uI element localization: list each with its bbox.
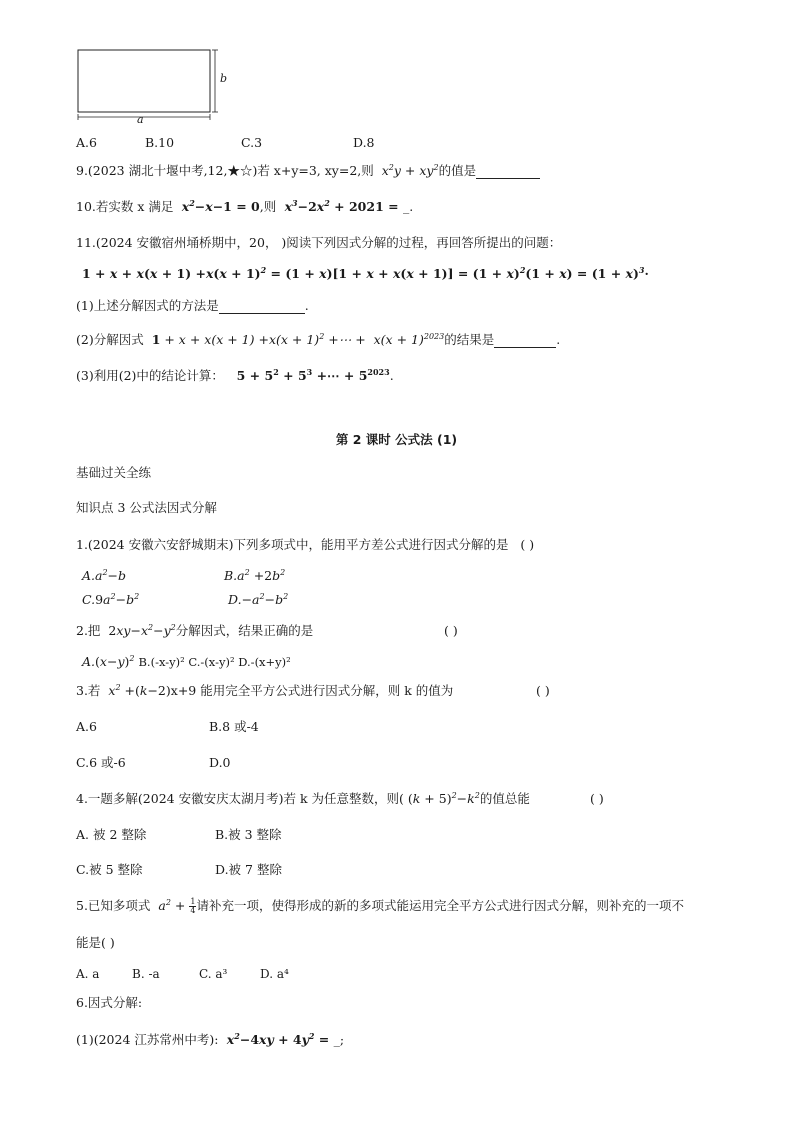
question-9 <box>76 163 540 179</box>
q1-stem: 1.(2024 安徽六安舒城期末)下列多项式中，能用平方差公式进行因式分解的是 <box>76 537 509 552</box>
q1-option-b: $B.a^2 +2b^2$ <box>224 568 286 583</box>
q4-option-b: B.被 3 整除 <box>215 827 282 842</box>
q4-option-c: C.被 5 整除 <box>76 862 143 877</box>
q11-p2-blank <box>494 335 556 348</box>
q3-option-b: B.8 或-4 <box>209 719 259 734</box>
q1-option-d: $D.-a^2-b^2$ <box>228 592 289 607</box>
q4-suffix: 的值总能 <box>479 791 530 806</box>
q3-option-d: D.0 <box>209 755 231 770</box>
q9-suffix: 的值是 <box>438 163 477 178</box>
q8-option-a: A.6 <box>76 135 97 150</box>
q11-p1-text: (1)上述分解因式的方法是 <box>76 298 219 313</box>
q8-option-b: B.10 <box>145 135 175 150</box>
q5-suffix: 请补充一项，使得形成的新的多项式能运用完全平方公式进行因式分解，则补充的一项不 <box>196 898 684 913</box>
q10-suffix: _. <box>402 199 414 214</box>
q2-suffix: 分解因式，结果正确的是 <box>175 623 314 638</box>
q3-expression: $x^2 +(k-2)$ <box>104 683 171 698</box>
q10-condition: $x^2-x-1 = 0$ <box>177 198 260 214</box>
question-1 <box>76 537 534 553</box>
question-6-part1 <box>76 1032 344 1048</box>
q3-option-a: A.6 <box>76 719 97 734</box>
q11-p2-expression: $1 + x + x(x + 1) +x(x + 1)^2$ +⋯ + $x(x + 1)^{2023}$ <box>151 332 445 347</box>
q5-option-d: D. a⁴ <box>260 967 289 981</box>
q11-p3-expression: $5 + 5^2 + 5^3$ +⋯ + $5^{2023}$ <box>227 367 390 383</box>
q2-paren: ( ) <box>444 623 458 638</box>
q4-expression: $(k + 5)^2-k^2$ <box>407 791 480 806</box>
q5-option-c: C. a³ <box>199 967 228 981</box>
question-11-intro: 11.(2024 安徽宿州埇桥期中，20， )阅读下列因式分解的过程，再回答所提出的问题： <box>76 235 562 250</box>
q1-option-a: $A.a^2-b$ <box>82 568 127 583</box>
q9-text: 9.(2023 湖北十堰中考,12,★☆)若 x+y=3, xy=2,则 <box>76 163 374 178</box>
q8-option-c: C.3 <box>241 135 263 150</box>
question-11-part3: (3)利用(2)中的结论计算： $5 + 5^2 + 5^3$ +⋯ + $5^{2023}$. <box>76 367 394 383</box>
q10-expression: $x^3-2x^2 + 2021$ = <box>280 198 403 214</box>
question-6: 6.因式分解: <box>76 995 143 1010</box>
section-title: 第 2 课时 公式法 (1) <box>335 432 458 447</box>
q2-expression: $2xy-x^2-y^2$ <box>108 623 176 638</box>
question-5 <box>76 898 684 915</box>
q3-prefix: 3.若 <box>76 683 101 698</box>
q1-paren: ( ) <box>520 537 535 552</box>
q3-option-c: C.6 或-6 <box>76 755 126 770</box>
q11-p2-text: (2)分解因式 <box>76 332 144 347</box>
section-subtitle: 基础过关全练 <box>76 465 152 480</box>
q5-option-b: B. -a <box>132 967 160 981</box>
q5-expression: $a^2$ + $\frac{1}{4}$ <box>154 897 196 915</box>
q1-option-c: $C.9a^2-b^2$ <box>82 592 140 607</box>
q9-answer-blank <box>476 166 540 179</box>
q3-paren: ( ) <box>536 683 550 698</box>
q2-option-a: $A.(x-y)^2$ <box>82 654 135 669</box>
question-11-part2: (2)分解因式 $1 + x + x(x + 1) +x(x + 1)^2$ +⋯ + $x(x + 1)^{2023}$的结果是 . <box>76 332 561 347</box>
q3-suffix: x+9 能用完全平方公式进行因式分解，则 k 的值为 <box>170 683 454 698</box>
q2-options-rest: B.(-x-y)² C.-(x-y)² D.-(x+y)² <box>138 655 291 669</box>
figure-label-b: b <box>220 72 228 85</box>
q5-prefix: 5.已知多项式 <box>76 898 151 913</box>
q9-expression: $x^2y + xy^2$ <box>377 163 439 178</box>
q5-options <box>76 966 289 982</box>
question-3 <box>76 683 453 699</box>
q4-paren: ( ) <box>590 791 604 806</box>
q6-p1-text: (1)(2024 江苏常州中考): <box>76 1032 219 1047</box>
q6-p1-suffix: _; <box>333 1032 345 1047</box>
knowledge-point: 知识点 3 公式法因式分解 <box>76 500 217 515</box>
q11-p3-text: (3)利用(2)中的结论计算： <box>76 368 224 383</box>
q11-p2-suffix: 的结果是 <box>444 332 495 347</box>
question-10 <box>76 199 413 215</box>
q11-p1-blank <box>219 301 305 314</box>
q10-text: 10.若实数 x 满足 <box>76 199 174 214</box>
question-11-part1: (1)上述分解因式的方法是 . <box>76 298 309 313</box>
q5-line2: 能是( ) <box>76 935 115 950</box>
q10-middle: ,则 <box>259 199 277 214</box>
q2-prefix: 2.把 <box>76 623 101 638</box>
q4-option-d: D.被 7 整除 <box>215 862 282 877</box>
q5-option-a: A. a <box>76 967 100 981</box>
question-4 <box>76 791 530 807</box>
q6-p1-expression: $x^2-4xy + 4y^2$ = <box>222 1031 334 1047</box>
question-11-derivation: $1 + x + x(x + 1) +x(x + 1)^2 = (1 + x)[1 + x + x(x + 1)] = (1 + x)^2(1 + x) = (1 + x)^3\cdot$ <box>82 265 649 281</box>
q4-prefix: 4.一题多解(2024 安徽安庆太湖月考)若 k 为任意整数，则( <box>76 791 404 806</box>
question-2 <box>76 623 313 639</box>
q2-options <box>82 654 291 670</box>
q4-option-a: A. 被 2 整除 <box>76 827 147 842</box>
q8-option-d: D.8 <box>353 135 375 150</box>
rectangle-figure <box>74 46 244 126</box>
figure-label-a: a <box>137 113 144 126</box>
